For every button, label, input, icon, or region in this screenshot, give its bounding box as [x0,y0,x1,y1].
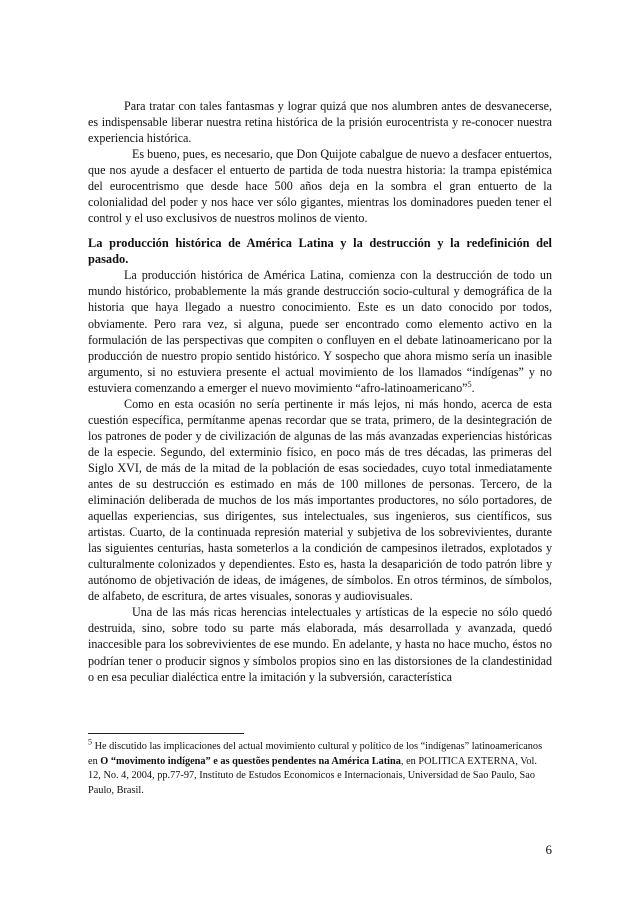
footnote-text: He discutido las implicaciones del actual movimiento cultural y político de los “indígenas” latinoamericanos en [88,741,543,767]
paragraph: Una de las más ricas herencias intelectuales y artísticas de la especie no sólo quedó destruida, sino, sobre todo su parte más elaborada, más desarrollada y avanzada, quedó inaccesible para los sobrevivientes de ese mundo. En adelante, y hasta no hace mucho, éstos no podrían tener o producir signos y símbolos propios sino en las distorsiones de la clandestinidad o en esa peculiar dialéctica entre la imitación y la subversión, característica [88,605,552,684]
footnote-text-cont: , en POLITICA EXTERNA, Vol. 12, No. 4, 2004, pp.77-97, Instituto de Estudos Economicos e Internacionais, Universidad de Sao Paulo, Sao Paulo, Brasil. [88,755,537,796]
footnote-divider [88,733,244,734]
footnote [88,737,552,798]
body-text [88,98,552,685]
footnote-number: 5 [88,737,92,747]
footnote-reference: 5 [467,379,472,389]
paragraph-text: La producción histórica de América Latina, comienza con la destrucción de todo un mundo histórico, probablemente la más grande destrucción socio-cultural y demográfica de la historia que haya llegado a nuestro conocimiento. Este es un dato conocido por todos, obviamente. Pero rara vez, si alguna, puede ser encontrado como elemento activo en la formulación de las perspectivas que compiten o confluyen en el debate latinoamericano por la producción de nuestro propio sentido histórico. Y sospecho que ahora mismo sería un inasible argumento, si no estuviera presente el actual movimiento de los llamados “indígenas” y no estuviera comenzando a emerger el nuevo movimiento “afro-latinoamericano” [88,268,552,395]
paragraph-end: . [471,380,475,395]
paragraph: Como en esta ocasión no sería pertinente ir más lejos, ni más hondo, acerca de esta cuestión específica, permítanme apenas recordar que se trata, primero, de la desintegración de los patrones de poder y de civilización de algunas de las más avanzadas experiencias históricas de la especie. Segundo, del exterminio físico, en poco más de tres décadas, las primeras del Siglo XVI, de más de la mitad de la población de esas sociedades, cuyo total inmediatamente antes de su destrucción es estimado en más de 100 millones de personas. Tercero, de la eliminación deliberada de muchos de los más importantes productores, no sólo portadores, de aquellas experiencias, sus dirigentes, sus intelectuales, sus ingenieros, sus científicos, sus artistas. Cuarto, de la continuada represión material y subjetiva de los sobrevivientes, durante las siguientes centurias, hasta someterlos a la condición de campesinos iletrados, explotados y culturalmente colonizados y dependientes. Esto es, hasta la desaparición de todo patrón libre y autónomo de objetivación de ideas, de imágenes, de símbolos. En otros términos, de símbolos, de alfabeto, de escritura, de artes visuales, sonoras y audiovisuales. [88,396,552,604]
paragraph [88,267,552,395]
paragraph: Para tratar con tales fantasmas y lograr quizá que nos alumbren antes de desvanecerse, es indispensable liberar nuestra retina histórica de la prisión eurocentrista y re-conocer nuestra experiencia histórica. [88,99,552,146]
footnote-title: O “movimento indígena” e as questões pendentes na América Latina [100,755,401,767]
page-number: 6 [545,842,552,857]
section-heading: La producción histórica de América Latina y la destrucción y la redefinición del pasado. [88,236,552,267]
paragraph: Es bueno, pues, es necesario, que Don Quijote cabalgue de nuevo a desfacer entuertos, que nos ayude a desfacer el entuerto de partida de toda nuestra historia: la trampa epistémica del eurocentrismo que desde hace 500 años deja en la sombra el gran entuerto de la colonialidad del poder y nos hace ver sólo gigantes, mientras los dominadores pueden tener el control y el uso exclusivos de nuestros molinos de viento. [88,147,552,226]
